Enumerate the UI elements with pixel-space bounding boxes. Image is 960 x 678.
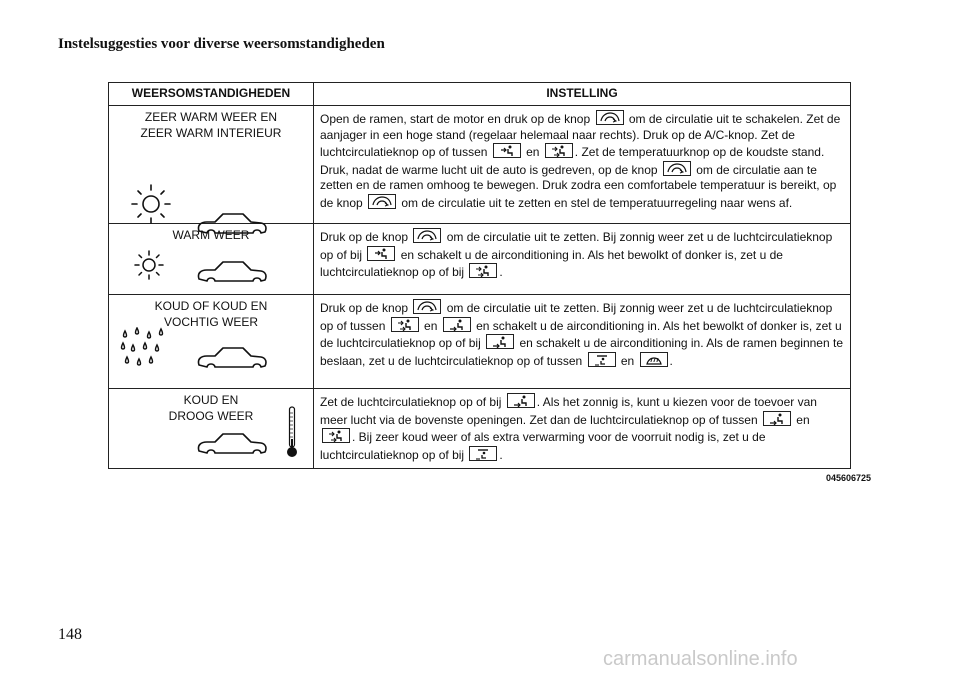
- table-row: [109, 224, 851, 295]
- bi-level-vent-icon: [545, 143, 573, 158]
- setting-text: .: [669, 353, 673, 368]
- watermark: carmanualsonline.info: [603, 648, 798, 670]
- car-icon: [195, 343, 269, 373]
- setting-text: en: [792, 412, 810, 427]
- thermometer-icon: [285, 405, 299, 459]
- setting-text: Druk op de knop: [320, 301, 412, 315]
- setting-text: .: [499, 447, 503, 462]
- setting-text: en: [617, 353, 638, 368]
- condition-cell: [109, 106, 314, 224]
- recirculation-button-icon: [368, 194, 396, 209]
- floor-defrost-icon: [469, 446, 497, 461]
- setting-text: .: [499, 265, 503, 279]
- table-row: [109, 389, 851, 469]
- sun-icon: [131, 248, 167, 282]
- header-setting: INSTELLING: [314, 83, 851, 106]
- figure-code: 045606725: [826, 473, 872, 483]
- setting-text: Druk op de knop: [320, 230, 412, 244]
- page-number: 148: [58, 626, 82, 643]
- setting-cell: [314, 106, 851, 224]
- setting-text: Open de ramen, start de motor en druk op de knop: [320, 112, 594, 126]
- recirculation-button-icon: [413, 299, 441, 314]
- header-weather-conditions: WEERSOMSTANDIGHEDEN: [109, 83, 314, 106]
- setting-text: om de circulatie aan te zetten en de ramen omhoog te bewegen. Druk zodra een comfortabele temperatuur is bereikt, op de knop: [320, 162, 837, 210]
- face-vent-icon: [367, 246, 395, 261]
- setting-text: . Zet de temperatuurknop op de koudste stand. Druk, nadat de warme lucht uit de auto is gedreven, op de knop: [320, 145, 825, 177]
- floor-vent-icon: [443, 317, 471, 332]
- defrost-icon: [640, 352, 668, 367]
- face-vent-icon: [493, 143, 521, 158]
- recirculation-button-icon: [596, 110, 624, 125]
- bi-level-vent-icon: [469, 263, 497, 278]
- condition-label: KOUD OF KOUD EN VOCHTIG WEER: [154, 299, 268, 329]
- car-icon: [195, 257, 269, 287]
- setting-text: en: [522, 145, 543, 159]
- condition-label: WARM WEER: [172, 228, 250, 242]
- raindrops-icon: [119, 327, 165, 373]
- floor-vent-icon: [763, 411, 791, 426]
- weather-settings-table: [108, 82, 851, 469]
- sun-icon: [127, 182, 175, 226]
- condition-cell: [109, 224, 314, 295]
- setting-text: en schakelt u de airconditioning in. Als de ramen beginnen te beslaan, zet u de luchtcirculatieknop op of tussen: [320, 336, 843, 368]
- setting-cell: [314, 295, 851, 389]
- setting-text: en schakelt u de airconditioning in. Als het bewolkt of donker is, zet u de luchtcirculatieknop op of bij: [320, 247, 783, 279]
- setting-text: om de circulatie uit te zetten. Bij zonnig weer zet u de luchtcirculatieknop op of tussen: [320, 301, 833, 333]
- setting-text: . Als het zonnig is, kunt u kiezen voor de toevoer van meer lucht via de bovenste openingen. Zet dan de luchtcirculatieknop op of tussen: [320, 395, 817, 427]
- setting-text: Zet de luchtcirculatieknop op of bij: [320, 395, 505, 409]
- condition-cell: [109, 295, 314, 389]
- condition-label: ZEER WARM WEER EN ZEER WARM INTERIEUR: [140, 110, 282, 140]
- recirculation-button-icon: [663, 161, 691, 176]
- recirculation-button-icon: [413, 228, 441, 243]
- setting-text: om de circulatie uit te zetten. Bij zonnig weer zet u de luchtcirculatieknop op of bij: [320, 230, 833, 262]
- setting-text: om de circulatie uit te schakelen. Zet de aanjager in een hoge stand (regelaar helemaal naar rechts). Druk op de A/C-knop. Zet de luchtcirculatieknop op of tussen: [320, 112, 841, 159]
- condition-label: KOUD EN DROOG WEER: [168, 393, 254, 423]
- table-row: [109, 106, 851, 224]
- setting-text: . Bij zeer koud weer of als extra verwarming voor de voorruit nodig is, zet u de luchtcirculatieknop op of bij: [320, 430, 766, 462]
- setting-cell: [314, 389, 851, 469]
- floor-vent-icon: [507, 393, 535, 408]
- floor-vent-icon: [486, 334, 514, 349]
- car-icon: [195, 429, 269, 459]
- condition-cell: [109, 389, 314, 469]
- setting-text: en schakelt u de airconditioning in. Als het bewolkt of donker is, zet u de luchtcirculatieknop op of bij: [320, 318, 842, 350]
- setting-text: en: [420, 318, 441, 333]
- page-title: Instelsuggesties voor diverse weersomstandigheden: [58, 36, 385, 52]
- setting-text: om de circulatie uit te zetten en stel de temperatuurregeling naar wens af.: [398, 195, 793, 210]
- setting-cell: [314, 224, 851, 295]
- floor-defrost-icon: [588, 352, 616, 367]
- table-row: [109, 295, 851, 389]
- bi-level-vent-icon: [322, 428, 350, 443]
- bi-level-vent-icon: [391, 317, 419, 332]
- table-header-row: [109, 83, 851, 106]
